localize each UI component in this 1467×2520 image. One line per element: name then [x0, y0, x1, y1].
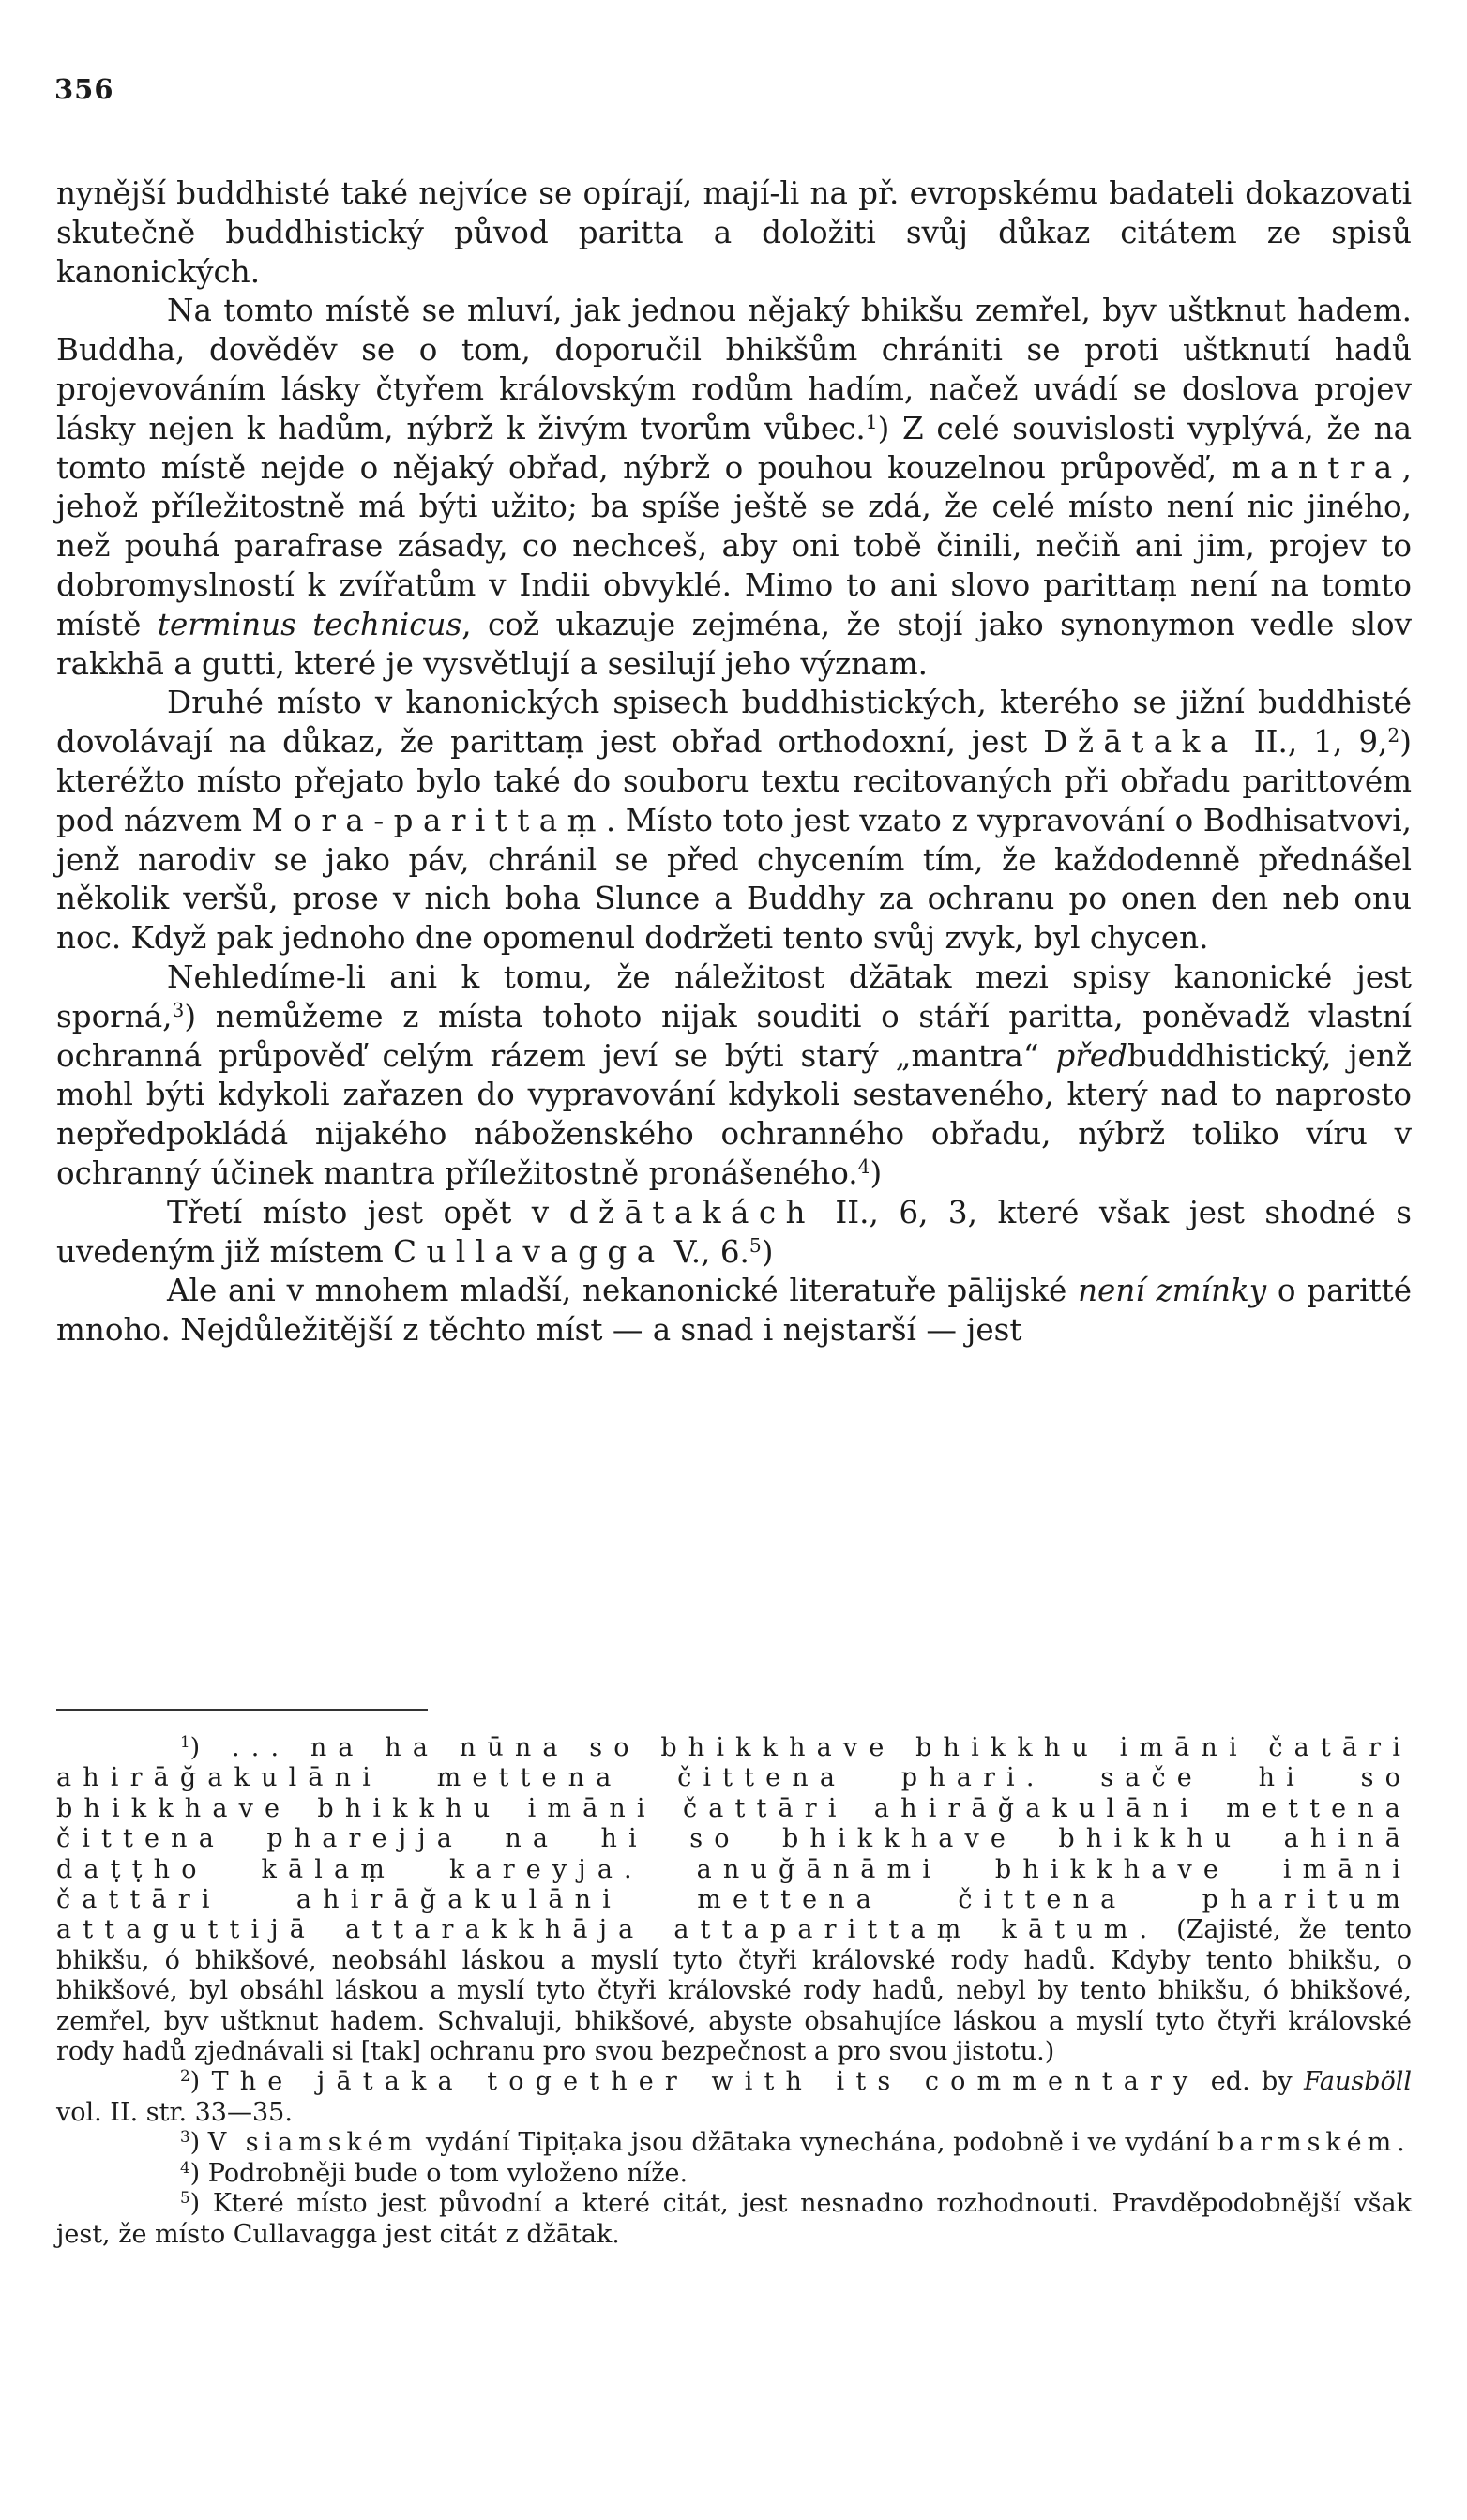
footnote-2-title: The jātaka together with its commentary [211, 2067, 1200, 2097]
paragraph-3-text-d: . Místo toto jest vzato z vypravování o Bodhisatvovi, jenž narodiv se jako páv, chránil se před chycením tím, že každodenně přednášel několik veršů, prose v nich boha Slunce a Buddhy za ochranu po onen den neb onu noc. Když pak jednoho dne opomenul dodržeti tento svůj zvyk, byl chycen. [56, 802, 1412, 957]
footnote-ref-2: 2 [1387, 724, 1400, 747]
main-text [56, 174, 1412, 1351]
term-dzatakach: džātakách [568, 1194, 815, 1230]
footnote-5-text: ) Které místo jest původní a které citát, jest nesnadno rozhodnouti. Pravděpodobnější však jest, že místo Cullavagga jest citát z džātak. [56, 2189, 1412, 2249]
paragraph-2-text-a: Na tomto místě se mluví, jak jednou nějaký bhikšu zemřel, byv uštknut hadem. Buddha, dověděv se o tom, doporučil bhikšům chrániti se proti uštknutí hadů projevováním lásky čtyřem královským rodům hadím, načež uvádí se doslova projev lásky nejen k hadům, nýbrž k živým tvorům vůbec. [56, 293, 1412, 446]
term-terminus-technicus: terminus technicus [157, 606, 462, 642]
footnote-1-mark: 1 [180, 1731, 190, 1751]
footnote-4-mark: 4 [180, 2157, 190, 2177]
term-cullavagga: Cullavagga [393, 1233, 665, 1270]
footnote-2 [56, 2067, 1412, 2128]
term-mora-parittam: Mora-parittaṃ [251, 802, 606, 838]
paragraph-5-text-a: Třetí místo jest opět v [167, 1194, 569, 1230]
footnote-1-czech: (Zajisté, že tento bhikšu, ó bhikšové, neobsáhl láskou a myslí tyto čtyři královské rody hadů. Kdyby tento bhikšu, o bhikšové, byl obsáhl láskou a myslí tyto čtyři královské rody hadů, nebyl by tento bhikšu, ó bhikšové, zemřel, byv uštknut hadem. Schvaluji, bhikšové, abyste obsahujíce láskou a myslí tyto čtyři královské rody hadů zjednávali si [tak] ochranu pro svou bezpečnost a pro svou jistotu.) [56, 1915, 1412, 2067]
footnote-3-mark: 3 [180, 2127, 190, 2147]
paragraph-4-text-a: Nehledíme-li ani k tomu, že náležitost džātak mezi spisy kanonické jest sporná, [56, 958, 1412, 1034]
paragraph-1 [56, 174, 1412, 292]
paragraph-2 [56, 292, 1412, 684]
footnote-divider [56, 1709, 428, 1711]
footnote-2-text-b: ed. by [1199, 2067, 1304, 2097]
term-neni-zminky: není zmínky [1078, 1273, 1267, 1309]
footnote-ref-3: 3 [172, 998, 185, 1021]
paragraph-5-text-d: ) [761, 1233, 774, 1270]
footnote-5 [56, 2189, 1412, 2250]
paragraph-4-text-c: buddhistický, jenž mohl býti kdykoli zařazen do vypravování kdykoli sestaveného, který nad to naprosto nepředpokládá nijakého náboženského ochranného obřadu, nýbrž toliko víru v ochranný účinek mantra příležitostně pronášeného. [56, 1037, 1413, 1191]
footnote-ref-5: 5 [749, 1233, 762, 1257]
page-number: 356 [54, 73, 114, 105]
term-pred: před [1055, 1037, 1127, 1074]
footnote-3-siamsky: V siamském [207, 2128, 418, 2158]
paragraph-2-text-b: ) Z celé souvislosti vyplývá, že na tomto místě nejde o nějaký obřad, nýbrž o pouhou kouzelnou průpověď, [56, 410, 1412, 486]
paragraph-4-text-d: ) [870, 1154, 883, 1191]
footnote-3-text-b: vydání Tipiṭaka jsou džātaka vynechána, podobně i ve vydání [417, 2128, 1217, 2158]
paragraph-5-text-c: V., 6. [664, 1233, 749, 1270]
footnote-3-text-a: ) [189, 2128, 208, 2158]
paragraph-3-text-a: Druhé místo v kanonických spisech buddhistických, kterého se jižní buddhisté dovolávají na důkaz, že parittaṃ jest obřad orthodoxní, jest [56, 685, 1412, 761]
footnote-ref-1: 1 [865, 410, 878, 433]
paragraph-2-text-d: , což ukazuje zejména, že stojí jako synonymon vedle slov rakkhā a gutti, které je vysvětlují a sesilují jeho význam. [56, 606, 1413, 682]
paragraph-6-text-a: Ale ani v mnohem mladší, nekanonické literatuře pālijské [167, 1273, 1079, 1309]
paragraph-3-text-c: ) kteréžto místo přejato bylo také do souboru textu recitovaných při obřadu parittovém pod názvem [56, 724, 1412, 838]
footnote-5-mark: 5 [180, 2187, 190, 2207]
footnote-2-mark: 2 [180, 2066, 190, 2086]
footnote-2-text-c: vol. II. str. 33—35. [56, 2097, 293, 2127]
paragraph-6 [56, 1272, 1412, 1351]
paragraph-3 [56, 684, 1412, 958]
footnote-2-text-a: ) [189, 2067, 212, 2097]
footnote-4-text: ) Podrobněji bude o tom vyloženo níže. [189, 2158, 688, 2188]
footnote-4 [56, 2159, 1412, 2189]
paragraph-6-text-b: o paritté mnoho. Nejdůležitější z těchto míst — a snad i nejstarší — jest [56, 1273, 1412, 1349]
footnote-3-barmsky: barmském [1217, 2128, 1398, 2158]
paragraph-3-text-b: II., 1, 9, [1237, 724, 1388, 761]
footnote-1 [56, 1733, 1412, 2067]
footnote-ref-4: 4 [857, 1154, 870, 1178]
paragraph-5-text-b: II., 6, 3, které však jest shodné s uvedeným již místem [56, 1194, 1412, 1270]
footnote-1-pali: ) ... na ha nūna so bhikkhave bhikkhu imāni čatāri ahirāğakulāni mettena čittena phari. sače hi so bhikkhave bhikkhu imāni čattāri ahirāğakulāni mettena čittena pharejja na hi so bhikkhave bhikkhu ahinā daṭṭho kālaṃ kareyja. anuğānāmi bhikkhave imāni čattāri ahirāğakulāni mettena čittena pharitum attaguttijā attarakkhāja attaparittaṃ kātum. [56, 1733, 1412, 1945]
paragraph-1-text: nynější buddhisté také nejvíce se opírají, mají-li na př. evropskému badateli dokazovati skutečně buddhistický původ paritta a doložiti svůj důkaz citátem ze spisů kanonických. [56, 175, 1412, 290]
footnotes [56, 1733, 1412, 2250]
term-mantra: mantra [1231, 449, 1402, 486]
footnote-3 [56, 2128, 1412, 2158]
term-dzataka: Džātaka [1043, 724, 1238, 761]
paragraph-2-text-c: , jehož příležitostně má býti užito; ba spíše ještě se zdá, že celé místo není nic jiného, než pouhá parafrase zásady, co nechceš, aby oni tobě činili, nečiň ani jim, projev to dobromyslností k zvířatům v Indii obvyklé. Mimo to ani slovo parittaṃ není na tomto místě [56, 449, 1412, 642]
footnote-3-text-c: . [1397, 2128, 1405, 2158]
paragraph-4-text-b: ) nemůžeme z místa tohoto nijak souditi o stáří paritta, poněvadž vlastní ochranná průpověď celým rázem jeví se býti starý „mantra“ [56, 998, 1412, 1074]
footnote-2-editor: Fausböll [1303, 2067, 1413, 2097]
paragraph-4 [56, 958, 1412, 1194]
paragraph-5 [56, 1194, 1412, 1273]
